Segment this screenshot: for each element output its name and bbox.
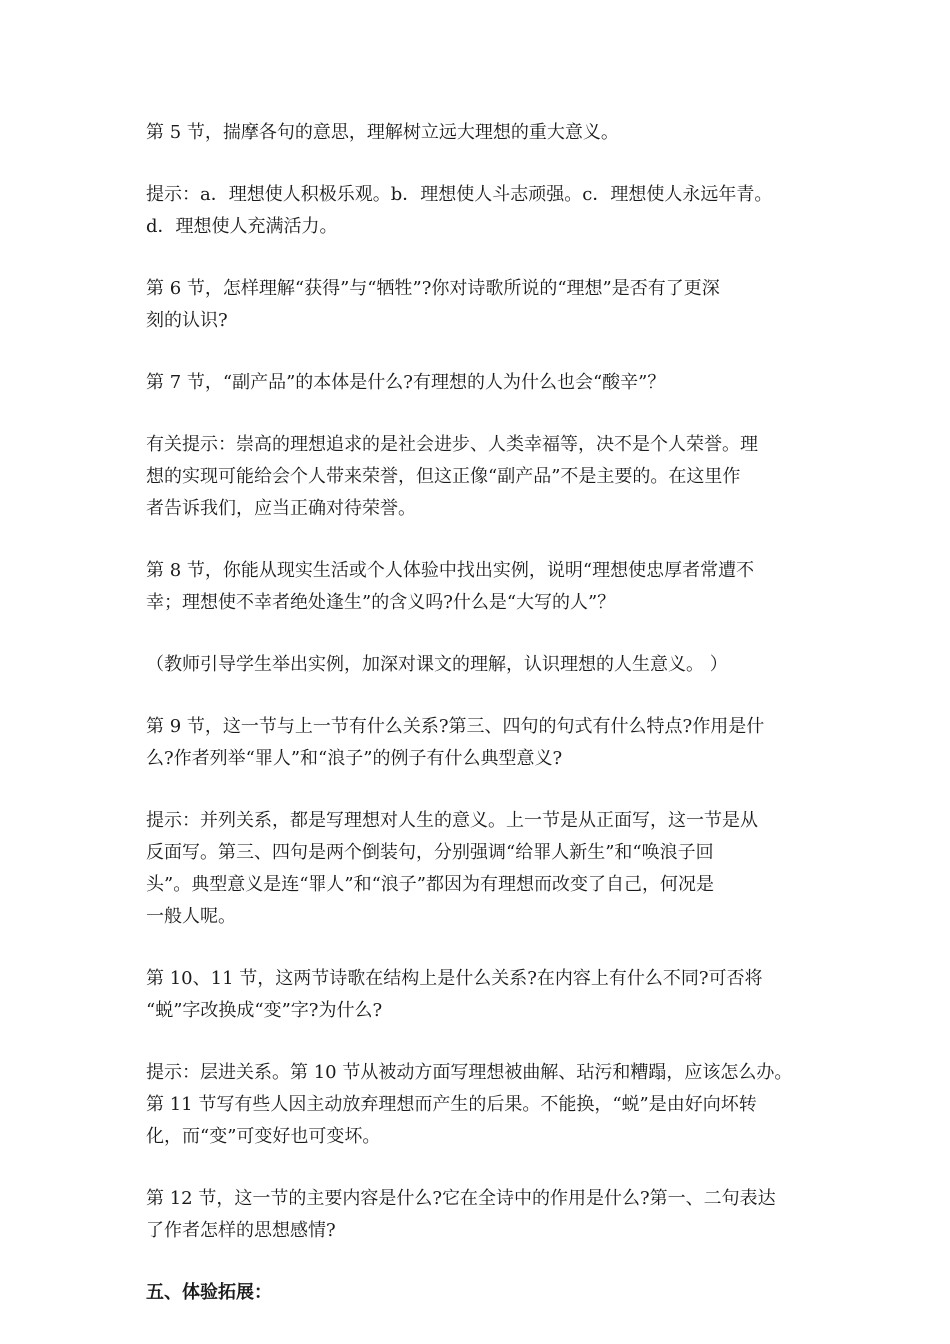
paragraph-line: 一般人呢。: [146, 906, 236, 927]
paragraph: [146, 805, 806, 933]
paragraph: [146, 179, 806, 243]
paragraph: [146, 963, 806, 1027]
paragraph: [146, 555, 806, 619]
paragraph-line: 化，而“变”可变好也可变坏。: [146, 1126, 381, 1147]
paragraph-line: 第 7 节，“副产品”的本体是什么?有理想的人为什么也会“酸辛”？: [146, 372, 666, 393]
paragraph: [146, 1057, 806, 1153]
paragraph-line: 第 10、11 节，这两节诗歌在结构上是什么关系?在内容上有什么不同?可否将: [146, 968, 763, 989]
paragraph-line: 者告诉我们，应当正确对待荣誉。: [146, 498, 416, 519]
paragraph-line: d．理想使人充满活力。: [146, 216, 338, 237]
paragraph-line: 第 11 节写有些人因主动放弃理想而产生的后果。不能换，“蜕”是由好向坏转: [146, 1094, 757, 1115]
section-heading: 五、体验拓展：: [146, 1282, 272, 1303]
paragraph: [146, 429, 806, 525]
document-body: [146, 117, 806, 1309]
paragraph-line: 想的实现可能给会个人带来荣誉，但这正像“副产品”不是主要的。在这里作: [146, 466, 741, 487]
paragraph: [146, 649, 806, 681]
paragraph: [146, 711, 806, 775]
paragraph: [146, 117, 806, 149]
paragraph: [146, 1183, 806, 1247]
paragraph-line: 么?作者列举“罪人”和“浪子”的例子有什么典型意义?: [146, 748, 563, 769]
paragraph: [146, 367, 806, 399]
paragraph-line: 第 9 节，这一节与上一节有什么关系?第三、四句的句式有什么特点?作用是什: [146, 716, 765, 737]
paragraph-line: （教师引导学生举出实例，加深对课文的理解，认识理想的人生意义。 ）: [146, 654, 728, 675]
paragraph-line: 反面写。第三、四句是两个倒装句，分别强调“给罪人新生”和“唤浪子回: [146, 842, 714, 863]
paragraph-line: 提示：a．理想使人积极乐观。b．理想使人斗志顽强。c．理想使人永远年青。: [146, 184, 773, 205]
paragraph-line: “蜕”字改换成“变”字?为什么?: [146, 1000, 383, 1021]
paragraph-list: [146, 117, 806, 1247]
paragraph-line: 第 6 节，怎样理解“获得”与“牺牲”?你对诗歌所说的“理想”是否有了更深: [146, 278, 720, 299]
paragraph-line: 第 8 节，你能从现实生活或个人体验中找出实例，说明“理想使忠厚者常遭不: [146, 560, 755, 581]
paragraph-line: 第 12 节，这一节的主要内容是什么?它在全诗中的作用是什么?第一、二句表达: [146, 1188, 776, 1209]
paragraph-line: 了作者怎样的思想感情?: [146, 1220, 336, 1241]
paragraph-line: 有关提示：崇高的理想追求的是社会进步、人类幸福等，决不是个人荣誉。理: [146, 434, 758, 455]
paragraph-line: 提示：层进关系。第 10 节从被动方面写理想被曲解、玷污和糟蹋，应该怎么办。: [146, 1062, 793, 1083]
paragraph-line: 刻的认识?: [146, 310, 228, 331]
paragraph-line: 提示：并列关系，都是写理想对人生的意义。上一节是从正面写，这一节是从: [146, 810, 758, 831]
paragraph-line: 头”。典型意义是连“罪人”和“浪子”都因为有理想而改变了自己，何况是: [146, 874, 715, 895]
paragraph-line: 幸；理想使不幸者绝处逢生”的含义吗?什么是“大写的人”？: [146, 592, 616, 613]
paragraph-line: 第 5 节，揣摩各句的意思，理解树立远大理想的重大意义。: [146, 122, 619, 143]
paragraph: [146, 273, 806, 337]
